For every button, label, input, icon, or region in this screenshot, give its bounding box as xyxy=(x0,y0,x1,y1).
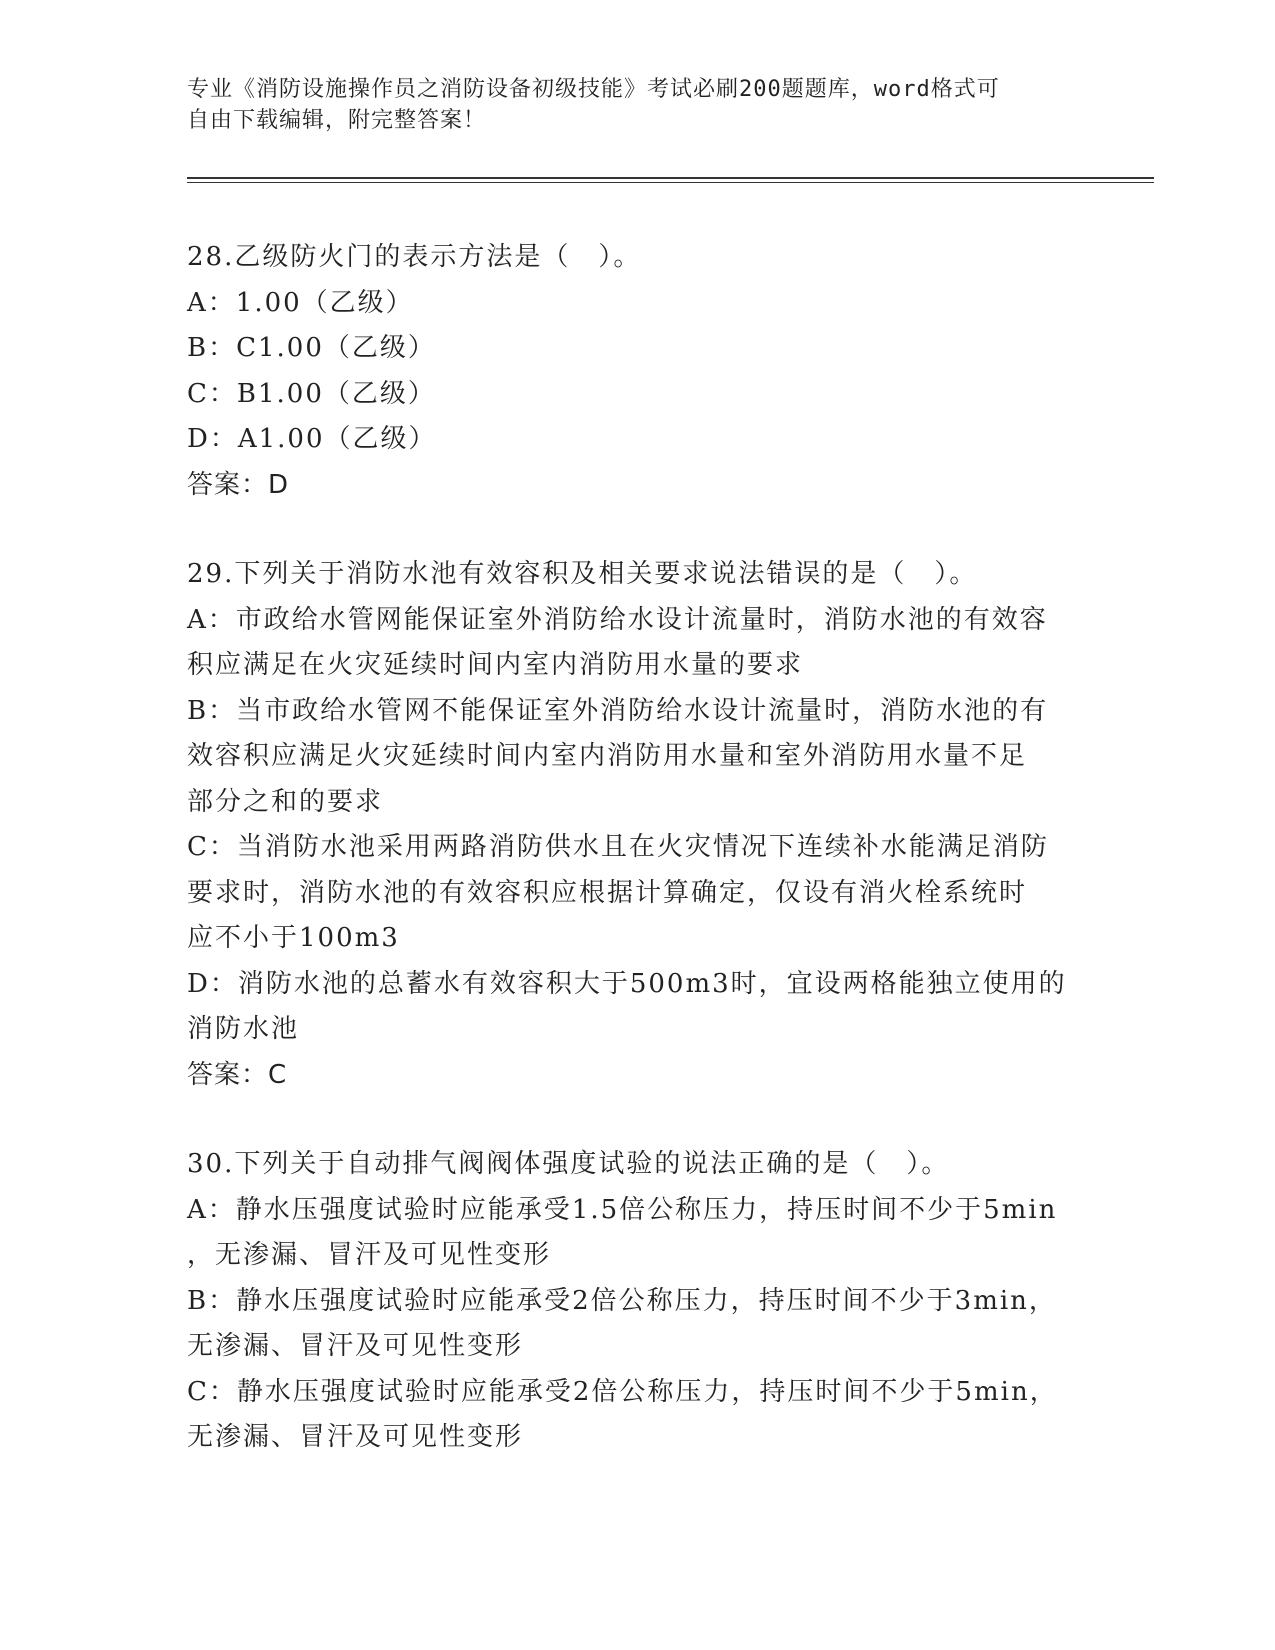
header-divider-thick xyxy=(187,177,1154,179)
option-c: C：静水压强度试验时应能承受2倍公称压力，持压时间不少于5min， xyxy=(187,1376,1058,1407)
option-d: D：消防水池的总蓄水有效容积大于500m3时，宜设两格能独立使用的 xyxy=(187,968,1067,999)
option-c: C：当消防水池采用两路消防供水且在火灾情况下连续补水能满足消防 xyxy=(187,832,1049,862)
header-line-1: 专业《消防设施操作员之消防设备初级技能》考试必刷200题题库，word格式可 xyxy=(187,77,1000,102)
option-c: C：B1.00（乙级） xyxy=(187,378,436,409)
question-stem: 28.乙级防火门的表示方法是（ ）。 xyxy=(187,242,642,272)
option-a: A：市政给水管网能保证室外消防给水设计流量时，消防水池的有效容 xyxy=(187,604,1048,635)
question-29 xyxy=(187,552,1087,1098)
option-b: B：静水压强度试验时应能承受2倍公称压力，持压时间不少于3min， xyxy=(187,1285,1057,1316)
question-30 xyxy=(187,1142,1087,1461)
option-b: B：当市政给水管网不能保证室外消防给水设计流量时，消防水池的有 xyxy=(187,695,1049,726)
option-c-continued: 应不小于100m3 xyxy=(187,923,400,953)
question-stem: 29.下列关于消防水池有效容积及相关要求说法错误的是（ ）。 xyxy=(187,559,978,589)
header-line-2: 自由下载编辑，附完整答案！ xyxy=(187,108,487,133)
option-b-continued: 效容积应满足火灾延续时间内室内消防用水量和室外消防用水量不足 xyxy=(187,741,1028,771)
option-b: B：C1.00（乙级） xyxy=(187,333,436,363)
answer-line: 答案：C xyxy=(187,1059,288,1090)
option-a: A：1.00（乙级） xyxy=(187,287,414,318)
answer-line: 答案：D xyxy=(187,469,290,500)
option-c-continued: 无渗漏、冒汗及可见性变形 xyxy=(187,1422,524,1452)
option-a-continued: ，无渗漏、冒汗及可见性变形 xyxy=(187,1240,552,1270)
option-b-continued: 无渗漏、冒汗及可见性变形 xyxy=(187,1331,524,1361)
option-c-continued: 要求时，消防水池的有效容积应根据计算确定，仅设有消火栓系统时 xyxy=(187,877,1028,908)
option-a-continued: 积应满足在火灾延续时间内室内消防用水量的要求 xyxy=(187,650,804,680)
question-list xyxy=(187,235,1087,1505)
header-divider-thin xyxy=(187,182,1154,183)
option-d-continued: 消防水池 xyxy=(187,1014,300,1044)
question-28 xyxy=(187,235,1087,508)
option-a: A：静水压强度试验时应能承受1.5倍公称压力，持压时间不少于5min xyxy=(187,1194,1058,1225)
document-header xyxy=(187,74,1067,136)
option-d: D：A1.00（乙级） xyxy=(187,424,437,454)
option-b-continued: 部分之和的要求 xyxy=(187,786,384,817)
question-stem: 30.下列关于自动排气阀阀体强度试验的说法正确的是（ ）。 xyxy=(187,1149,950,1179)
